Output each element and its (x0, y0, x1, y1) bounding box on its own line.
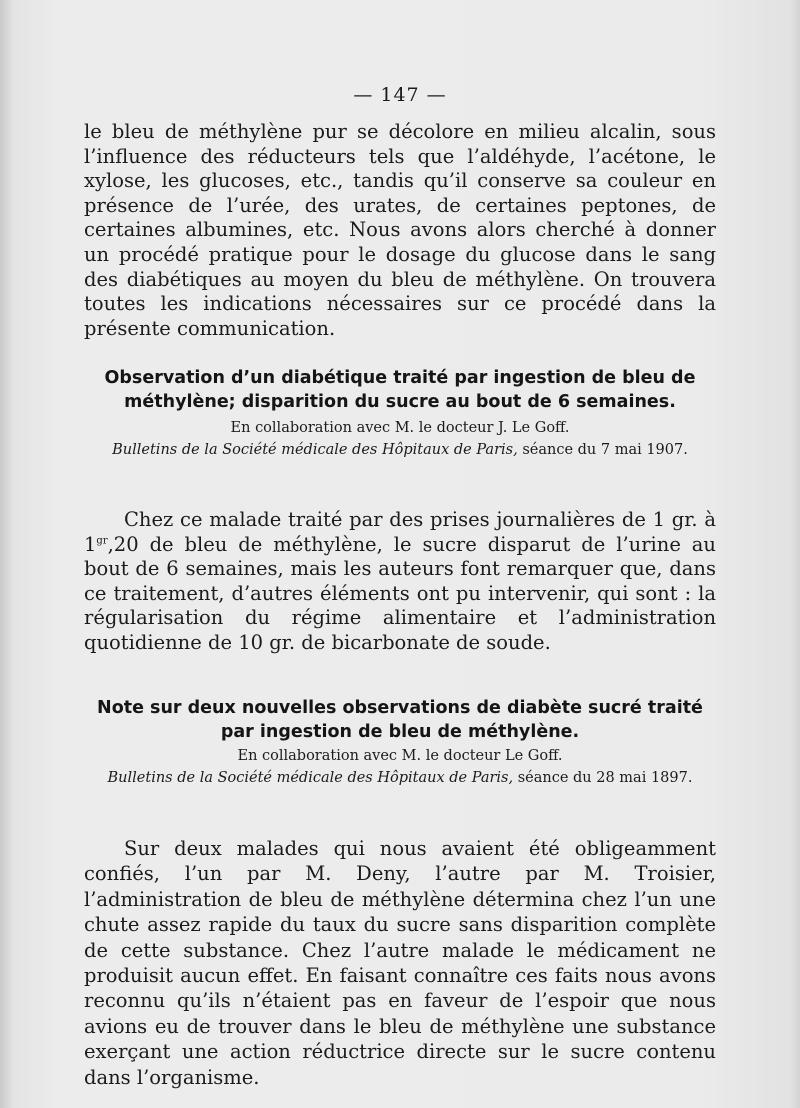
section2-session: séance du 28 mai 1897. (517, 770, 693, 786)
intro-paragraph (84, 120, 716, 341)
section1-title: Observation d’un diabétique traité par ingestion de bleu de méthylène; disparition du sucre au bout de 6 semaines. (104, 368, 696, 412)
section2-citation (84, 768, 716, 788)
section2-collaboration: En collaboration avec M. le docteur Le Goff. (237, 748, 563, 764)
section2-body (84, 836, 716, 1090)
section1-body-start: Chez ce malade traité par des prises journalières de 1 gr. à 1 (84, 508, 716, 556)
section2-journal: Bulletins de la Société médicale des Hôpitaux de Paris, (107, 770, 514, 786)
section1-body (84, 508, 716, 656)
page-number: — 147 — (353, 84, 447, 106)
section2-body-text: Sur deux malades qui nous avaient été obligeamment confiés, l’un par M. Deny, l’autre par M. Troisier, l’administration de bleu de méthylène détermina chez l’un une chute assez rapide du taux du sucre sans disparition complète de cette substance. Chez l’autre malade le médicament ne produisit aucun effet. En faisant connaître ces faits nous avons reconnu qu’ils n’étaient pas en faveur de l’espoir que nous avions eu de trouver dans le bleu de méthylène une substance exerçant une action réductrice directe sur le sucre contenu dans l’organisme. (84, 837, 716, 1089)
section2-title: Note sur deux nouvelles observations de diabète sucré traité par ingestion de bleu de méthylène. (97, 698, 703, 742)
section1-body-text (84, 508, 716, 656)
section1-session: séance du 7 mai 1907. (522, 442, 688, 458)
section1-journal: Bulletins de la Société médicale des Hôpitaux de Paris, (112, 442, 518, 458)
intro-text: le bleu de méthylène pur se décolore en milieu alcalin, sous l’influence des réducteurs tels que l’aldéhyde, l’acétone, le xylose, les glucoses, etc., tandis qu’il conserve sa couleur en présence de l’urée, des urates, de certaines peptones, de certaines albumines, etc. Nous avons alors cherché à donner un procédé pratique pour le dosage du glucose dans le sang des diabétiques au moyen du bleu de méthylène. On trouvera toutes les indications nécessaires sur ce procédé dans la présente communication. (84, 120, 716, 340)
section1-citation (84, 440, 716, 460)
section1-collaboration: En collaboration avec M. le docteur J. Le Goff. (230, 420, 570, 436)
dose-superscript: gr (96, 535, 108, 547)
section1-body-end: ,20 de bleu de méthylène, le sucre disparut de l’urine au bout de 6 semaines, mais les auteurs font remarquer que, dans ce traitement, d’autres éléments ont pu intervenir, qui sont : la régularisation du régime alimentaire et l’administration quotidienne de 10 gr. de bicarbonate de soude. (84, 532, 716, 654)
